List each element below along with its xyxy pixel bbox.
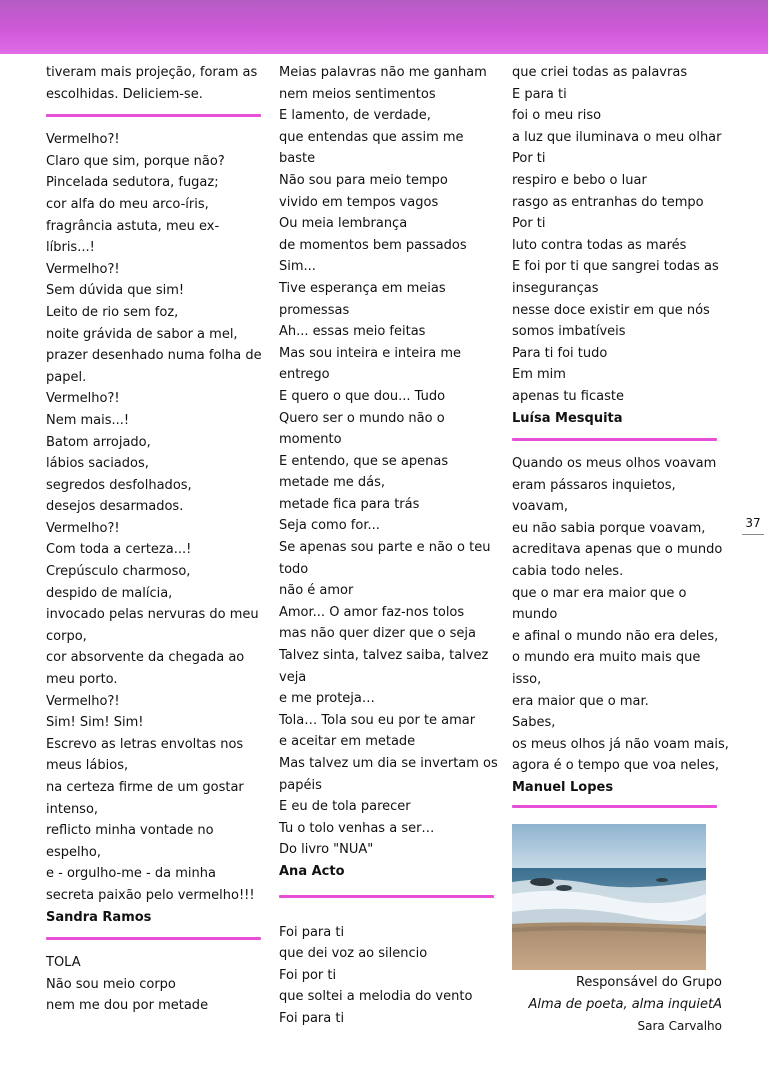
- poem-line: Não sou meio corpo: [46, 976, 176, 992]
- poem-line: nesse doce existir em que nós: [512, 302, 710, 318]
- poem-line: nem me dou por metade: [46, 998, 209, 1014]
- poem-line: e me proteja…: [279, 691, 375, 707]
- column-1: [46, 62, 261, 1017]
- poem-olhos: [512, 453, 729, 777]
- poem-line: na certeza firme de um gostar: [46, 780, 244, 795]
- author-name: Sandra Ramos: [46, 909, 152, 925]
- poem-line: E quero o que dou... Tudo: [279, 388, 446, 404]
- divider: [46, 937, 261, 940]
- column-2: [279, 62, 498, 1030]
- text-line: escolhidas. Deliciem-se.: [46, 86, 203, 102]
- author-name: Luísa Mesquita: [512, 410, 623, 426]
- poem-line: Por ti: [512, 151, 546, 167]
- poem-line: papéis: [279, 777, 322, 793]
- poem-line: Mas talvez um dia se invertam os: [279, 756, 498, 771]
- poem-line: inseguranças: [512, 280, 599, 296]
- poem-line: eu não sabia porque voavam,: [512, 520, 706, 536]
- poem-line: Se apenas sou parte e não o teu: [279, 540, 491, 556]
- poem-line: papel.: [46, 369, 87, 385]
- poem-line: rasgo as entranhas do tempo: [512, 194, 704, 210]
- poem-line: que criei todas as palavras: [512, 65, 688, 80]
- poem-line: Vermelho?!: [46, 132, 120, 148]
- text-line: tiveram mais projeção, foram as: [46, 65, 258, 80]
- poem-line: Batom arrojado,: [46, 434, 151, 450]
- poem-line: metade fica para trás: [279, 496, 420, 512]
- poem-line: fragrância astuta, meu ex-: [46, 218, 220, 234]
- poem-line: Talvez sinta, talvez saiba, talvez: [279, 648, 489, 664]
- poem-line: Sem dúvida que sim!: [46, 283, 185, 299]
- poem-line: Em mim: [512, 367, 566, 383]
- poem-line: meu porto.: [46, 672, 118, 688]
- poem-line: Amor... O amor faz-nos tolos: [279, 604, 465, 620]
- poem-line: E eu de tola parecer: [279, 799, 411, 815]
- poem-line: Com toda a certeza...!: [46, 542, 192, 558]
- poem-line: Sim...: [279, 259, 316, 275]
- poem-line: líbris...!: [46, 240, 95, 256]
- poem-line: respiro e bebo o luar: [512, 172, 647, 188]
- divider: [512, 805, 717, 808]
- poem-line: Sabes,: [512, 715, 556, 731]
- poem-line: lábios saciados,: [46, 456, 149, 472]
- poem-line: que o mar era maior que o: [512, 585, 687, 601]
- poem-line: eram pássaros inquietos,: [512, 477, 676, 493]
- poem-line: todo: [279, 561, 309, 577]
- sea-beach-photo: [512, 824, 706, 970]
- poem-line: metade me dás,: [279, 475, 386, 491]
- poem-line: E foi por ti que sangrei todas as: [512, 259, 719, 275]
- poem-line: os meus olhos já não voam mais,: [512, 736, 729, 752]
- poem-line: era maior que o mar.: [512, 693, 649, 709]
- divider: [279, 895, 494, 898]
- poem-line: Meias palavras não me ganham: [279, 65, 487, 80]
- poem-line: de momentos bem passados: [279, 237, 467, 253]
- poem-line: TOLA: [46, 955, 81, 971]
- poem-line: desejos desarmados.: [46, 499, 184, 515]
- poem-line: voavam,: [512, 499, 569, 515]
- poem-line: mundo: [512, 607, 558, 623]
- poem-line: Ah... essas meio feitas: [279, 324, 426, 340]
- poem-line: prazer desenhado numa folha de: [46, 348, 262, 364]
- poem-line: promessas: [279, 302, 350, 318]
- caption-group-name: Alma de poeta, alma inquietA: [528, 997, 722, 1012]
- divider: [512, 438, 717, 441]
- poem-line: cor absorvente da chegada ao: [46, 650, 245, 666]
- poem-line: apenas tu ficaste: [512, 388, 624, 404]
- poem-line: acreditava apenas que o mundo: [512, 542, 723, 558]
- poem-line: reflicto minha vontade no: [46, 823, 214, 839]
- poem-line: secreta paixão pelo vermelho!!!: [46, 887, 255, 903]
- poem-line: Leito de rio sem foz,: [46, 304, 179, 320]
- poem-line: Tive esperança em meias: [279, 280, 446, 296]
- poem-line: Foi por ti: [279, 967, 337, 983]
- poem-line: Por ti: [512, 216, 546, 232]
- poem-line: E para ti: [512, 86, 567, 102]
- poem-line: e aceitar em metade: [279, 734, 416, 750]
- poem-line: e - orgulho-me - da minha: [46, 866, 216, 882]
- poem-line: Vermelho?!: [46, 391, 120, 407]
- poem-line: Foi para ti: [279, 924, 345, 940]
- poem-line: que dei voz ao silencio: [279, 946, 428, 962]
- poem-line: e afinal o mundo não era deles,: [512, 628, 719, 644]
- poem-line: momento: [279, 432, 342, 448]
- page-number: 37: [742, 515, 764, 535]
- poem-line: a luz que iluminava o meu olhar: [512, 129, 722, 145]
- author-name: Manuel Lopes: [512, 780, 614, 795]
- poem-line: meus lábios,: [46, 758, 129, 774]
- poem-line: Não sou para meio tempo: [279, 172, 448, 188]
- poem-foi-para-ti: [512, 62, 722, 408]
- poem-tola-start: [46, 952, 261, 1017]
- poem-line: Vermelho?!: [46, 520, 120, 536]
- poem-line: Claro que sim, porque não?: [46, 153, 225, 169]
- poem-line: segredos desfolhados,: [46, 477, 192, 493]
- poem-line: cabia todo neles.: [512, 564, 624, 580]
- poem-foi-para-ti-start: [279, 922, 494, 1030]
- poem-line: vivido em tempos vagos: [279, 194, 439, 210]
- poem-line: despido de malícia,: [46, 585, 173, 601]
- poem-line: Vermelho?!: [46, 261, 120, 277]
- poem-line: mas não quer dizer que o seja: [279, 626, 477, 642]
- author-name: Ana Acto: [279, 863, 345, 879]
- poem-line: Quero ser o mundo não o: [279, 410, 445, 426]
- poem-vermelho: [46, 129, 261, 906]
- poem-line: Para ti foi tudo: [512, 345, 608, 361]
- poem-line: Vermelho?!: [46, 693, 120, 709]
- column-3: [512, 62, 729, 820]
- poem-line: somos imbatíveis: [512, 324, 626, 340]
- poem-line: não é amor: [279, 583, 354, 599]
- poem-line: Tu o tolo venhas a ser…: [279, 820, 435, 836]
- poem-line: que soltei a melodia do vento: [279, 989, 473, 1005]
- poem-line: Crepúsculo charmoso,: [46, 564, 191, 580]
- poem-tola: [279, 62, 498, 861]
- poem-line: entrego: [279, 367, 330, 383]
- poem-line: Nem mais...!: [46, 412, 130, 428]
- poem-line: invocado pelas nervuras do meu: [46, 607, 259, 623]
- poem-line: Ou meia lembrança: [279, 216, 408, 232]
- caption-person: Sara Carvalho: [637, 1019, 722, 1033]
- poem-line: noite grávida de sabor a mel,: [46, 326, 238, 342]
- poem-line: Sim! Sim! Sim!: [46, 715, 144, 731]
- poem-line: Quando os meus olhos voavam: [512, 456, 717, 472]
- poem-line: Pincelada sedutora, fugaz;: [46, 175, 219, 191]
- poem-line: espelho,: [46, 844, 101, 860]
- poem-line: Mas sou inteira e inteira me: [279, 345, 461, 361]
- poem-line: agora é o tempo que voa neles,: [512, 758, 720, 774]
- caption-responsavel: Responsável do Grupo: [575, 975, 722, 990]
- poem-line: o mundo era muito mais que: [512, 650, 701, 666]
- poem-line: Tola… Tola sou eu por te amar: [279, 712, 476, 728]
- poem-line: Escrevo as letras envoltas nos: [46, 736, 244, 752]
- poem-line: cor alfa do meu arco-íris,: [46, 196, 209, 212]
- poem-line: intenso,: [46, 801, 99, 817]
- header-band: [0, 0, 768, 54]
- poem-line: Seja como for...: [279, 518, 380, 534]
- poem-line: que entendas que assim me: [279, 129, 464, 145]
- poem-line: foi o meu riso: [512, 108, 602, 124]
- poem-line: Do livro "NUA": [279, 842, 374, 858]
- poem-line: E entendo, que se apenas: [279, 453, 449, 469]
- poem-line: nem meios sentimentos: [279, 86, 436, 102]
- intro-text: [46, 62, 261, 105]
- poem-line: E lamento, de verdade,: [279, 108, 431, 124]
- poem-line: baste: [279, 151, 316, 167]
- poem-line: corpo,: [46, 628, 87, 644]
- poem-line: luto contra todas as marés: [512, 237, 687, 253]
- poem-line: isso,: [512, 672, 542, 688]
- poem-line: veja: [279, 669, 307, 685]
- divider: [46, 114, 261, 117]
- poem-line: Foi para ti: [279, 1010, 345, 1026]
